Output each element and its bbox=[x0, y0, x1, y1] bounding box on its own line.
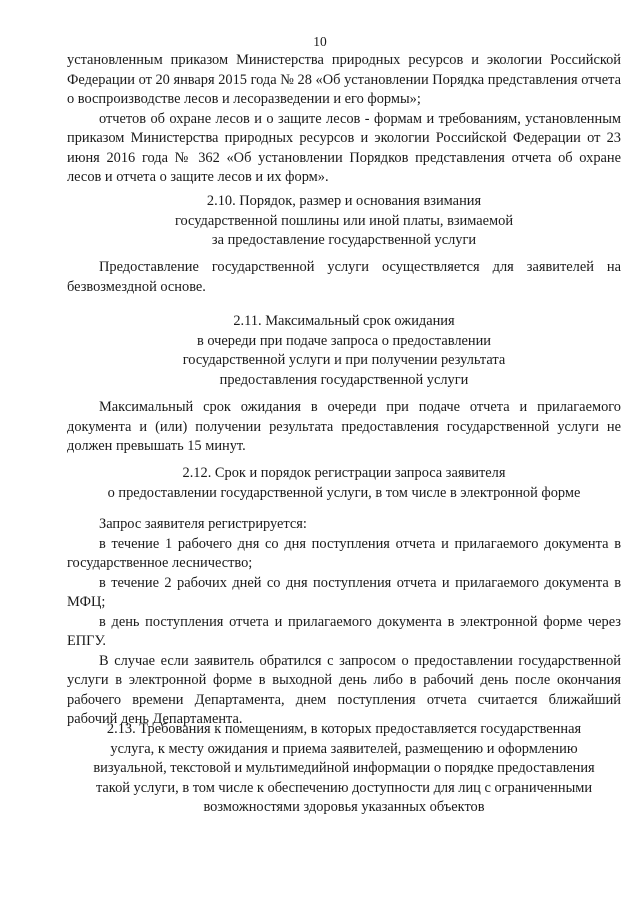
heading-line: визуальной, текстовой и мультимедийной информации о порядке предоставления bbox=[93, 760, 595, 776]
paragraph-2-12-note: В случае если заявитель обратился с запросом о предоставлении государственной услуги в электронной форме в выходной день либо в рабочий день после окончания рабочего времени Департамента, днем поступления отчета считается ближайший рабочий день Департамента. bbox=[67, 652, 621, 727]
heading-line: в очереди при подаче запроса о предоставлении bbox=[196, 332, 492, 349]
section-heading-2-12 bbox=[67, 464, 621, 503]
intro-paragraph-1: установленным приказом Министерства природных ресурсов и экологии Российской Федерации от 20 января 2015 года № 28 «Об установлении Порядка представления отчета о воспроизводстве лесов и лесоразведении и его формы»; bbox=[67, 52, 621, 107]
section-2-11-body bbox=[67, 398, 621, 457]
heading-line: о предоставлении государственной услуги, в том числе в электронной форме bbox=[107, 484, 581, 501]
intro-block bbox=[67, 51, 621, 188]
section-heading-2-13 bbox=[67, 720, 621, 818]
paragraph-2-12-intro: Запрос заявителя регистрируется: bbox=[99, 516, 307, 532]
section-2-12-body bbox=[67, 515, 621, 730]
paragraph-2-12-item-1: в течение 1 рабочего дня со дня поступления отчета и прилагаемого документа в государственное лесничество; bbox=[67, 535, 621, 571]
section-heading-2-11 bbox=[67, 312, 621, 390]
paragraph-2-12-item-3: в день поступления отчета и прилагаемого документа в электронной форме через ЕПГУ. bbox=[67, 613, 621, 649]
heading-line: за предоставление государственной услуги bbox=[211, 232, 477, 248]
heading-line: такой услуги, в том числе к обеспечению доступности для лиц с ограниченными bbox=[95, 779, 593, 796]
heading-line: 2.10. Порядок, размер и основания взимания bbox=[206, 193, 482, 209]
section-2-10-body bbox=[67, 258, 621, 297]
intro-paragraph-2: отчетов об охране лесов и о защите лесов - формам и требованиям, установленным приказом Министерства природных ресурсов и экологии Российской Федерации от 23 июня 2016 года № 362 «Об установлении Порядков представления отчета об охране лесов и отчета о защите лесов и их форм». bbox=[67, 110, 621, 185]
heading-line: 2.13. Требования к помещениям, в которых предоставляется государственная bbox=[106, 721, 582, 737]
paragraph-2-10: Предоставление государственной услуги осуществляется для заявителей на безвозмездной основе. bbox=[67, 259, 621, 295]
heading-line: услуга, к месту ожидания и приема заявителей, размещению и оформлению bbox=[110, 740, 578, 757]
paragraph-2-12-item-2: в течение 2 рабочих дней со дня поступления отчета и прилагаемого документа в МФЦ; bbox=[67, 574, 621, 610]
heading-line: государственной услуги и при получении результата bbox=[182, 352, 506, 368]
heading-line: 2.11. Максимальный срок ожидания bbox=[233, 313, 455, 329]
heading-line: возможностями здоровья указанных объектов bbox=[203, 799, 485, 815]
heading-line: 2.12. Срок и порядок регистрации запроса заявителя bbox=[182, 465, 506, 481]
section-heading-2-10 bbox=[67, 192, 621, 251]
heading-line: государственной пошлины или иной платы, взимаемой bbox=[174, 212, 514, 229]
page-number: 10 bbox=[313, 34, 327, 49]
heading-line: предоставления государственной услуги bbox=[219, 371, 469, 388]
paragraph-2-11: Максимальный срок ожидания в очереди при подаче отчета и прилагаемого документа и (или) получении результата предоставления государственной услуги не должен превышать 15 минут. bbox=[67, 399, 621, 454]
